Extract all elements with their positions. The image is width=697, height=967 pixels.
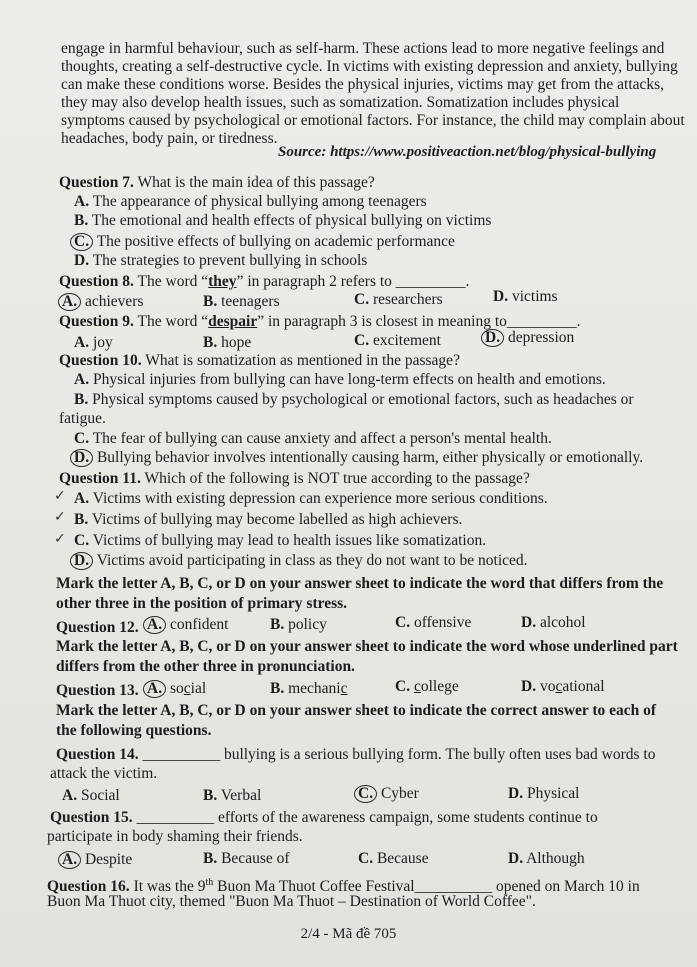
q13-option-a[interactable]: A. social bbox=[147, 680, 206, 698]
instruction-pronunciation-cont: differs from the other three in pronunciation. bbox=[56, 658, 355, 675]
page-footer: 2/4 - Mã đề 705 bbox=[300, 926, 397, 942]
question-10: Question 10. What is somatization as mentioned in the passage? bbox=[59, 352, 460, 369]
q8-option-d[interactable]: D. victims bbox=[493, 288, 558, 305]
q10-option-b[interactable]: B. Physical symptoms caused by psychological or emotional factors, such as headaches or bbox=[74, 391, 634, 408]
question-stem: What is the main idea of this passage? bbox=[137, 174, 375, 191]
q7-option-b[interactable]: B. The emotional and health effects of physical bullying on victims bbox=[74, 212, 492, 229]
q12-option-d[interactable]: D. alcohol bbox=[521, 614, 586, 631]
question-11: Question 11. Which of the following is NOT true according to the passage? bbox=[59, 470, 530, 487]
question-16-cont: Buon Ma Thuot city, themed "Buon Ma Thuot – Destination of World Coffee". bbox=[47, 893, 536, 910]
q13-option-b[interactable]: B. mechanic bbox=[270, 680, 348, 697]
q9-option-c[interactable]: C. excitement bbox=[354, 332, 441, 349]
passage-line: thoughts, creating a self-destructive cycle. In victims with existing depression and anxiety, bullying bbox=[61, 58, 678, 75]
question-9: Question 9. The word “despair” in paragraph 3 is closest in meaning to_________. bbox=[59, 313, 581, 330]
check-mark-icon: ✓ bbox=[54, 509, 66, 525]
question-7 bbox=[59, 174, 375, 192]
passage-line: symptoms caused by psychological or emotional factors. For instance, the child may complain about bbox=[61, 112, 685, 129]
question-15-cont: participate in body shaming their friends. bbox=[47, 828, 303, 845]
q11-option-b[interactable]: B. Victims of bullying may become labelled as high achievers. bbox=[74, 511, 463, 528]
question-14-cont: attack the victim. bbox=[50, 765, 158, 782]
instruction-stress: Mark the letter A, B, C, or D on your answer sheet to indicate the word that differs from the bbox=[56, 575, 664, 592]
instruction-correct-cont: the following questions. bbox=[56, 722, 212, 739]
passage-line: can make these conditions worse. Besides the physical injuries, victims may get from the attacks, bbox=[61, 76, 665, 93]
question-8: Question 8. The word “they” in paragraph 2 refers to _________. bbox=[59, 273, 470, 290]
q14-option-c[interactable]: C. Cyber bbox=[358, 785, 419, 803]
q15-option-c[interactable]: C. Because bbox=[358, 850, 429, 867]
passage-line: engage in harmful behaviour, such as self-harm. These actions lead to more negative feelings and bbox=[61, 40, 665, 57]
q7-option-d[interactable]: D. The strategies to prevent bullying in schools bbox=[74, 252, 368, 269]
instruction-stress-cont: other three in the position of primary stress. bbox=[56, 595, 348, 612]
q7-option-a[interactable]: A. The appearance of physical bullying among teenagers bbox=[74, 193, 427, 210]
q15-option-b[interactable]: B. Because of bbox=[203, 850, 290, 867]
q12-option-b[interactable]: B. policy bbox=[270, 616, 327, 633]
q12-option-a[interactable]: A. confident bbox=[147, 616, 229, 634]
q11-option-c[interactable]: C. Victims of bullying may lead to health issues like somatization. bbox=[74, 532, 487, 549]
question-16: Question 16. It was the 9th Buon Ma Thuot Coffee Festival__________ opened on March 10 in bbox=[47, 877, 640, 896]
q15-option-a[interactable]: A. Despite bbox=[62, 851, 132, 869]
q8-option-a[interactable]: A. achievers bbox=[62, 293, 143, 311]
question-15: Question 15. __________ efforts of the awareness campaign, some students continue to bbox=[50, 809, 598, 826]
q14-option-b[interactable]: B. Verbal bbox=[203, 787, 262, 804]
q8-option-c[interactable]: C. researchers bbox=[354, 291, 443, 308]
check-mark-icon: ✓ bbox=[54, 488, 66, 504]
q12-option-c[interactable]: C. offensive bbox=[395, 614, 472, 631]
question-13-label: Question 13. bbox=[56, 682, 139, 699]
question-12-label: Question 12. bbox=[56, 619, 139, 636]
q11-option-a[interactable]: A. Victims with existing depression can experience more serious conditions. bbox=[74, 490, 548, 507]
q9-option-a[interactable]: A. joy bbox=[74, 334, 113, 351]
q8-option-b[interactable]: B. teenagers bbox=[203, 293, 280, 310]
q10-option-b-cont: fatigue. bbox=[59, 410, 106, 427]
q14-option-d[interactable]: D. Physical bbox=[508, 785, 580, 802]
q10-option-a[interactable]: A. Physical injuries from bullying can have long-term effects on health and emotions. bbox=[74, 371, 606, 388]
q9-option-b[interactable]: B. hope bbox=[203, 334, 252, 351]
question-14: Question 14. __________ bullying is a serious bullying form. The bully often uses bad words to bbox=[56, 746, 656, 763]
instruction-correct: Mark the letter A, B, C, or D on your answer sheet to indicate the correct answer to each of bbox=[56, 702, 657, 719]
q15-option-d[interactable]: D. Although bbox=[508, 850, 585, 867]
q11-option-d[interactable]: D. Victims avoid participating in class as they do not want to be noticed. bbox=[74, 552, 528, 570]
q10-option-d[interactable]: D. Bullying behavior involves intentionally causing harm, either physically or emotionally. bbox=[74, 449, 643, 467]
q14-option-a[interactable]: A. Social bbox=[62, 787, 120, 804]
q13-option-d[interactable]: D. vocational bbox=[521, 678, 605, 695]
passage-source: Source: https://www.positiveaction.net/blog/physical-bullying bbox=[278, 144, 657, 160]
q9-option-d[interactable]: D. depression bbox=[485, 329, 574, 347]
q10-option-c[interactable]: C. The fear of bullying can cause anxiety and affect a person's mental health. bbox=[74, 430, 552, 447]
check-mark-icon: ✓ bbox=[54, 531, 66, 547]
instruction-pronunciation: Mark the letter A, B, C, or D on your answer sheet to indicate the word whose underlined part bbox=[56, 638, 678, 655]
question-label: Question 7. bbox=[59, 174, 134, 191]
q13-option-c[interactable]: C. college bbox=[395, 678, 459, 695]
passage-line: they may also develop health issues, such as somatization. Somatization includes physical bbox=[61, 94, 620, 111]
passage-line: headaches, body pain, or tiredness. bbox=[61, 130, 278, 147]
q7-option-c[interactable]: C. The positive effects of bullying on academic performance bbox=[74, 233, 455, 251]
